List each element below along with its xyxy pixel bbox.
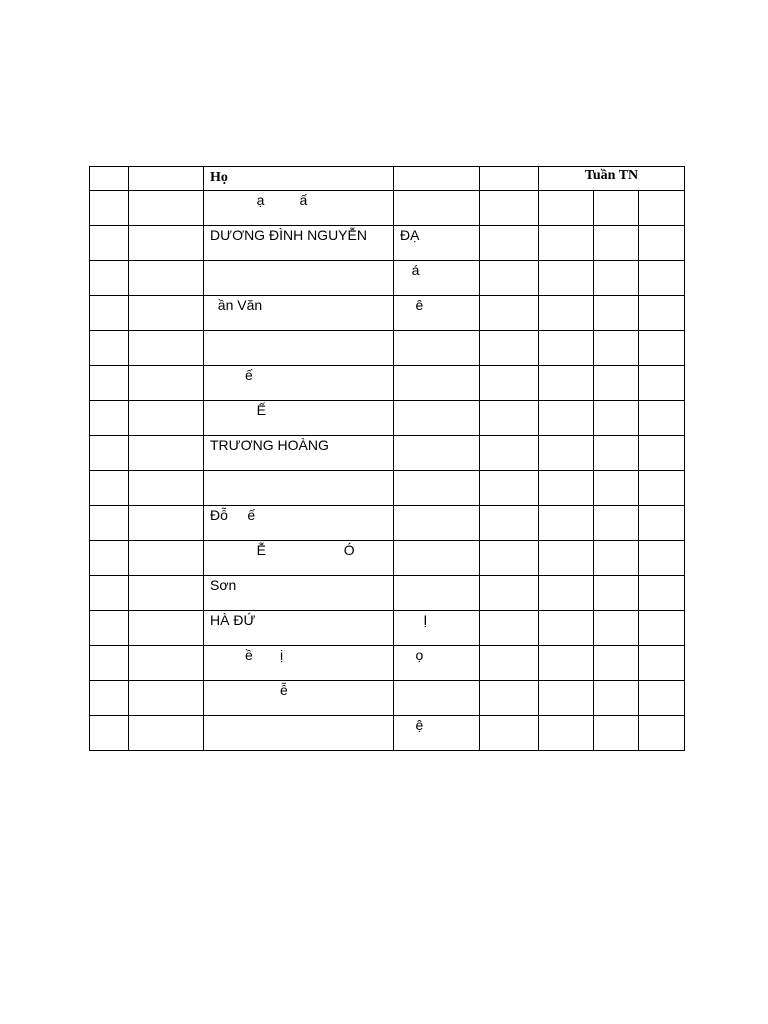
empty-cell bbox=[639, 261, 685, 296]
empty-cell bbox=[129, 541, 204, 576]
empty-cell bbox=[480, 226, 539, 261]
empty-cell bbox=[639, 506, 685, 541]
class-cell: ê bbox=[394, 296, 480, 331]
empty-cell bbox=[539, 226, 594, 261]
table-row bbox=[90, 471, 685, 506]
table-row bbox=[90, 191, 685, 226]
class-cell: Ị bbox=[394, 611, 480, 646]
empty-cell bbox=[539, 296, 594, 331]
empty-cell bbox=[480, 611, 539, 646]
table-header-row bbox=[90, 167, 685, 191]
empty-cell bbox=[594, 646, 639, 681]
empty-cell bbox=[539, 331, 594, 366]
empty-cell bbox=[594, 506, 639, 541]
empty-cell bbox=[639, 226, 685, 261]
class-cell: ệ bbox=[394, 716, 480, 751]
empty-cell bbox=[90, 261, 129, 296]
table-row bbox=[90, 296, 685, 331]
student-name-cell bbox=[204, 261, 394, 296]
empty-cell bbox=[639, 296, 685, 331]
table-row bbox=[90, 401, 685, 436]
class-cell bbox=[394, 506, 480, 541]
empty-cell bbox=[90, 646, 129, 681]
class-cell bbox=[394, 401, 480, 436]
empty-cell bbox=[480, 471, 539, 506]
empty-cell bbox=[90, 611, 129, 646]
empty-cell bbox=[594, 436, 639, 471]
empty-cell bbox=[90, 436, 129, 471]
class-cell bbox=[394, 436, 480, 471]
class-cell bbox=[394, 331, 480, 366]
table-row bbox=[90, 541, 685, 576]
header-name: Họ bbox=[204, 167, 394, 191]
empty-cell bbox=[480, 191, 539, 226]
empty-cell bbox=[129, 226, 204, 261]
empty-cell bbox=[480, 576, 539, 611]
empty-cell bbox=[539, 646, 594, 681]
empty-cell bbox=[129, 436, 204, 471]
empty-cell bbox=[539, 471, 594, 506]
class-cell: ọ bbox=[394, 646, 480, 681]
empty-cell bbox=[639, 716, 685, 751]
student-name-cell bbox=[204, 471, 394, 506]
student-name-cell: Đỗ ế bbox=[204, 506, 394, 541]
student-name-cell bbox=[204, 716, 394, 751]
empty-cell bbox=[539, 261, 594, 296]
empty-cell bbox=[90, 191, 129, 226]
class-cell: ĐẠ bbox=[394, 226, 480, 261]
empty-cell bbox=[90, 681, 129, 716]
empty-cell bbox=[539, 401, 594, 436]
empty-cell bbox=[90, 471, 129, 506]
empty-cell bbox=[539, 576, 594, 611]
empty-cell bbox=[639, 401, 685, 436]
empty-cell bbox=[594, 471, 639, 506]
empty-cell bbox=[594, 576, 639, 611]
empty-cell bbox=[129, 331, 204, 366]
student-name-cell: ế bbox=[204, 366, 394, 401]
table-row bbox=[90, 506, 685, 541]
empty-cell bbox=[129, 471, 204, 506]
empty-cell bbox=[90, 541, 129, 576]
empty-cell bbox=[639, 541, 685, 576]
student-name-cell: DƯƠNG ĐÌNH NGUYỄN bbox=[204, 226, 394, 261]
empty-cell bbox=[129, 261, 204, 296]
empty-cell bbox=[539, 506, 594, 541]
table-row bbox=[90, 611, 685, 646]
empty-cell bbox=[480, 401, 539, 436]
class-cell bbox=[394, 576, 480, 611]
empty-cell bbox=[539, 716, 594, 751]
class-cell: á bbox=[394, 261, 480, 296]
empty-cell bbox=[480, 541, 539, 576]
table-row bbox=[90, 646, 685, 681]
empty-cell bbox=[129, 576, 204, 611]
empty-cell bbox=[639, 436, 685, 471]
empty-cell bbox=[129, 366, 204, 401]
empty-cell bbox=[90, 331, 129, 366]
empty-cell bbox=[480, 331, 539, 366]
empty-cell bbox=[539, 366, 594, 401]
student-name-cell: ạ ấ bbox=[204, 191, 394, 226]
empty-cell bbox=[480, 296, 539, 331]
student-roster-table bbox=[89, 166, 685, 751]
table-row bbox=[90, 331, 685, 366]
header-cell-empty bbox=[480, 167, 539, 191]
table-row bbox=[90, 576, 685, 611]
class-cell bbox=[394, 191, 480, 226]
empty-cell bbox=[639, 191, 685, 226]
empty-cell bbox=[129, 716, 204, 751]
empty-cell bbox=[90, 576, 129, 611]
class-cell bbox=[394, 366, 480, 401]
class-cell bbox=[394, 541, 480, 576]
class-cell bbox=[394, 471, 480, 506]
empty-cell bbox=[594, 191, 639, 226]
empty-cell bbox=[90, 716, 129, 751]
empty-cell bbox=[480, 646, 539, 681]
empty-cell bbox=[129, 611, 204, 646]
empty-cell bbox=[594, 681, 639, 716]
student-name-cell: Ế bbox=[204, 401, 394, 436]
empty-cell bbox=[480, 681, 539, 716]
empty-cell bbox=[90, 296, 129, 331]
empty-cell bbox=[594, 541, 639, 576]
empty-cell bbox=[594, 331, 639, 366]
header-week: Tuần TN bbox=[539, 167, 685, 191]
empty-cell bbox=[639, 366, 685, 401]
student-name-cell bbox=[204, 331, 394, 366]
empty-cell bbox=[639, 646, 685, 681]
empty-cell bbox=[594, 226, 639, 261]
empty-cell bbox=[129, 681, 204, 716]
empty-cell bbox=[90, 366, 129, 401]
empty-cell bbox=[480, 506, 539, 541]
empty-cell bbox=[129, 646, 204, 681]
table-row bbox=[90, 436, 685, 471]
table-row bbox=[90, 681, 685, 716]
empty-cell bbox=[129, 191, 204, 226]
table-row bbox=[90, 716, 685, 751]
empty-cell bbox=[90, 506, 129, 541]
empty-cell bbox=[539, 611, 594, 646]
student-name-cell: TRƯƠNG HOÀNG bbox=[204, 436, 394, 471]
empty-cell bbox=[639, 611, 685, 646]
student-name-cell: Sơn bbox=[204, 576, 394, 611]
empty-cell bbox=[480, 261, 539, 296]
empty-cell bbox=[480, 716, 539, 751]
class-cell bbox=[394, 681, 480, 716]
student-name-cell: ần Văn bbox=[204, 296, 394, 331]
empty-cell bbox=[594, 296, 639, 331]
empty-cell bbox=[539, 681, 594, 716]
empty-cell bbox=[129, 506, 204, 541]
table-row bbox=[90, 366, 685, 401]
table-row bbox=[90, 261, 685, 296]
empty-cell bbox=[639, 681, 685, 716]
empty-cell bbox=[594, 716, 639, 751]
empty-cell bbox=[539, 436, 594, 471]
empty-cell bbox=[480, 436, 539, 471]
empty-cell bbox=[594, 401, 639, 436]
empty-cell bbox=[90, 226, 129, 261]
empty-cell bbox=[594, 261, 639, 296]
header-cell-empty bbox=[90, 167, 129, 191]
empty-cell bbox=[639, 331, 685, 366]
empty-cell bbox=[129, 401, 204, 436]
empty-cell bbox=[480, 366, 539, 401]
empty-cell bbox=[90, 401, 129, 436]
student-name-cell: ề ị bbox=[204, 646, 394, 681]
header-cell-empty bbox=[129, 167, 204, 191]
empty-cell bbox=[594, 611, 639, 646]
empty-cell bbox=[639, 471, 685, 506]
empty-cell bbox=[639, 576, 685, 611]
table-row bbox=[90, 226, 685, 261]
empty-cell bbox=[129, 296, 204, 331]
empty-cell bbox=[594, 366, 639, 401]
empty-cell bbox=[539, 541, 594, 576]
student-name-cell: HÀ ĐỨ bbox=[204, 611, 394, 646]
student-name-cell: Ễ Ó bbox=[204, 541, 394, 576]
header-cell-empty bbox=[394, 167, 480, 191]
student-name-cell: ễ bbox=[204, 681, 394, 716]
empty-cell bbox=[539, 191, 594, 226]
